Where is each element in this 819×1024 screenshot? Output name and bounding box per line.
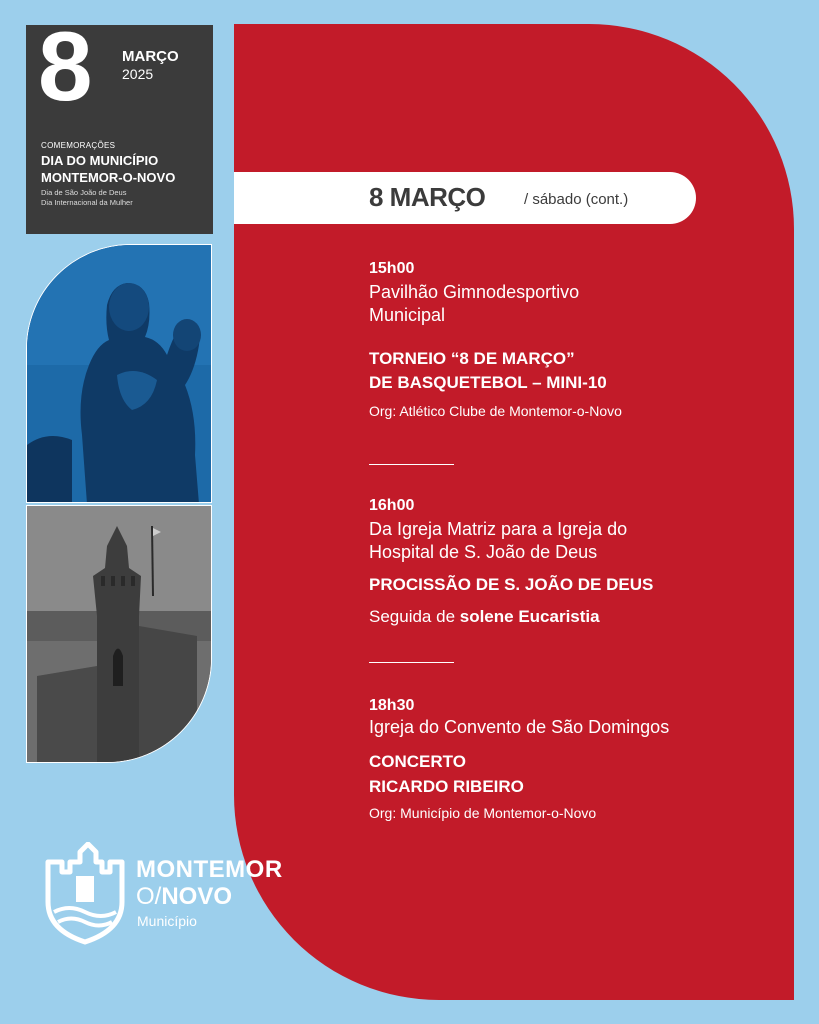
date-banner — [234, 172, 696, 224]
logo-name-line2 — [136, 883, 232, 911]
shield-icon — [42, 842, 128, 946]
event-1-org: Org: Atlético Clube de Montemor-o-Novo — [369, 403, 622, 419]
divider — [369, 662, 454, 663]
divider — [369, 464, 454, 465]
banner-date: 8 MARÇO — [369, 182, 486, 212]
card-title-line2: MONTEMOR-O-NOVO — [41, 170, 176, 185]
castle-photo — [26, 505, 212, 763]
event-2-title-line1: PROCISSÃO DE S. JOÃO DE DEUS — [369, 575, 654, 594]
event-1-place-line1: Pavilhão Gimnodesportivo — [369, 282, 580, 302]
logo-name-line2-a: O/ — [136, 883, 162, 910]
card-label: COMEMORAÇÕES — [41, 141, 116, 150]
logo-name-line1: MONTEMOR — [136, 856, 283, 883]
event-3-org: Org: Município de Montemor-o-Novo — [369, 805, 597, 821]
event-2-follow-prefix: Seguida de — [369, 607, 460, 626]
card-subtitle-line2: Dia Internacional da Mulher — [41, 198, 133, 207]
event-3-place-line1: Igreja do Convento de São Domingos — [369, 717, 670, 737]
date-day: 8 — [38, 11, 91, 121]
event-1-time: 15h00 — [369, 260, 415, 277]
date-year: 2025 — [122, 66, 154, 82]
event-3-time: 18h30 — [369, 697, 415, 714]
event-3-title-line2: RICARDO RIBEIRO — [369, 777, 524, 796]
statue-image — [27, 245, 212, 503]
program-panel — [234, 24, 794, 1000]
event-1-title-line1: TORNEIO “8 DE MARÇO” — [369, 349, 575, 368]
event-2-place-line1: Da Igreja Matriz para a Igreja do — [369, 519, 628, 539]
card-subtitle-line1: Dia de São João de Deus — [41, 188, 127, 197]
castle-image — [27, 506, 212, 763]
date-month: MARÇO — [122, 48, 179, 65]
date-card — [26, 11, 213, 234]
logo-name-line2-b: NOVO — [161, 883, 233, 910]
event-2-follow-bold: solene Eucaristia — [459, 607, 600, 626]
event-2-place-line2: Hospital de S. João de Deus — [369, 542, 598, 562]
event-1-title-line2: DE BASQUETEBOL – MINI-10 — [369, 373, 607, 392]
banner-day: / sábado (cont.) — [524, 191, 629, 208]
event-1-place-line2: Municipal — [369, 305, 446, 325]
municipality-logo — [42, 842, 128, 951]
event-2-follow — [369, 607, 600, 627]
statue-photo — [26, 244, 212, 503]
logo-subtitle: Município — [137, 913, 197, 929]
event-2-time: 16h00 — [369, 497, 415, 514]
card-title-line1: DIA DO MUNICÍPIO — [41, 153, 159, 168]
event-3-title-line1: CONCERTO — [369, 752, 466, 771]
